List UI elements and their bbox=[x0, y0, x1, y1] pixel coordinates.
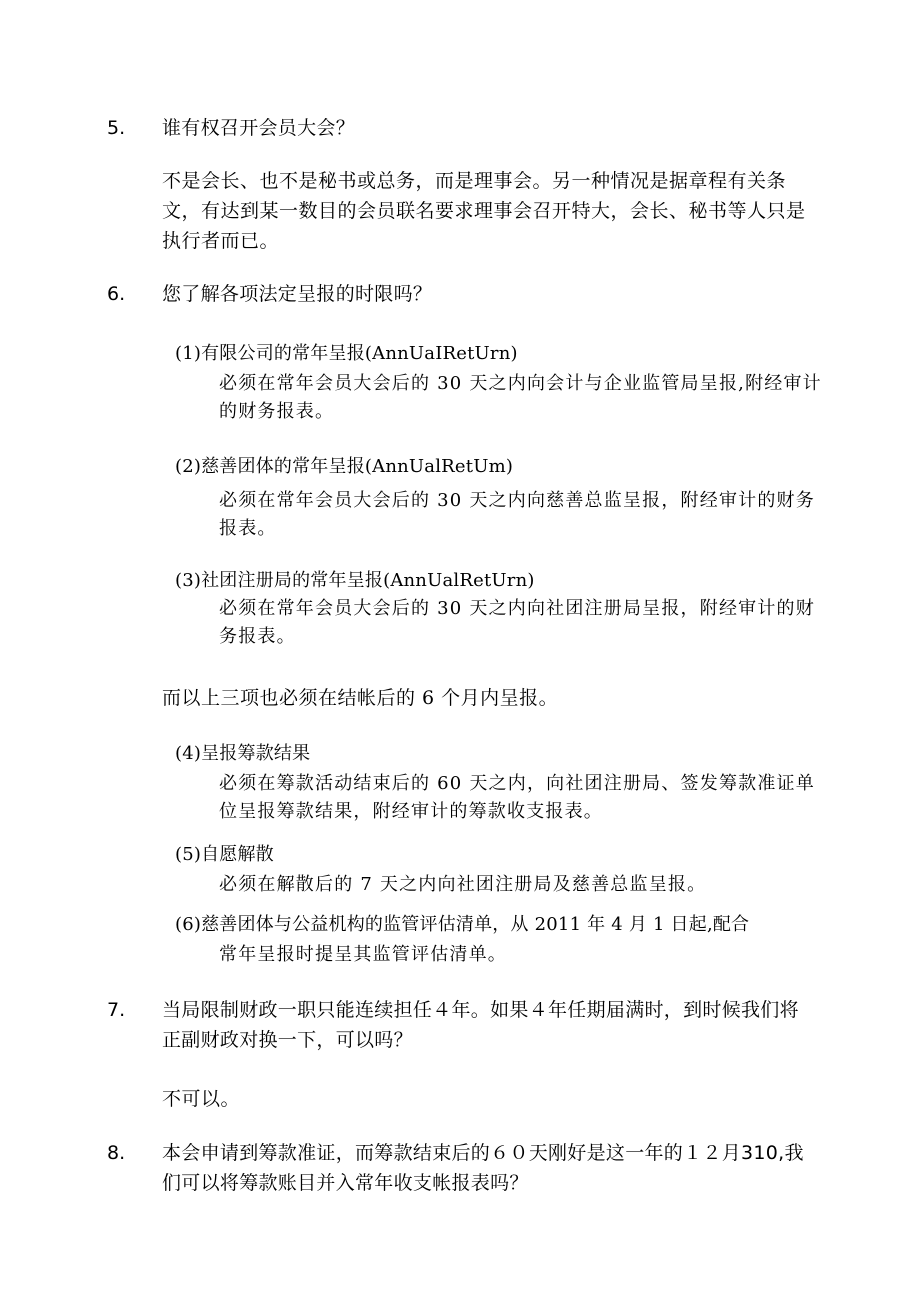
item-body: 常年呈报时提呈其监管评估清单。 bbox=[219, 944, 507, 965]
answer-7: 不可以。 bbox=[162, 1088, 241, 1110]
filing-item-3 bbox=[175, 567, 825, 651]
question-8 bbox=[107, 1138, 807, 1198]
question-text: 本会申请到筹款准证，而筹款结束后的６０天刚好是这一年的１２月310,我们可以将筹款账目并入常年收支帐报表吗？ bbox=[162, 1142, 804, 1194]
filing-item-4 bbox=[175, 740, 825, 826]
item-title: (4)呈报筹款结果 bbox=[175, 743, 311, 764]
question-text: 谁有权召开会员大会？ bbox=[162, 117, 356, 139]
item-body: 必须在常年会员大会后的 30 天之内向慈善总监呈报，附经审计的财务报表。 bbox=[219, 490, 815, 539]
item-body: 必须在常年会员大会后的 30 天之内向社团注册局呈报，附经审计的财务报表。 bbox=[219, 598, 815, 647]
answer-6-note: 而以上三项也必须在结帐后的 6 个月内呈报。 bbox=[162, 687, 559, 709]
question-text: 您了解各项法定呈报的时限吗？ bbox=[162, 283, 433, 305]
filing-item-5 bbox=[175, 841, 825, 899]
question-5 bbox=[107, 113, 807, 143]
question-number: 8. bbox=[107, 1142, 126, 1164]
question-7 bbox=[107, 995, 807, 1055]
filing-item-1 bbox=[175, 340, 825, 426]
item-title: (6)慈善团体与公益机构的监管评估清单，从 2011 年 4 月 1 日起,配合 bbox=[175, 914, 750, 935]
item-title: (1)有限公司的常年呈报(AnnUaIRetUrn) bbox=[175, 343, 518, 364]
question-6 bbox=[107, 279, 807, 309]
item-body: 必须在解散后的 7 天之内向社团注册局及慈善总监呈报。 bbox=[219, 874, 707, 895]
filing-item-2 bbox=[175, 453, 825, 543]
item-body: 必须在筹款活动结束后的 60 天之内，向社团注册局、签发筹款准证单位呈报筹款结果，附经审计的筹款收支报表。 bbox=[219, 773, 815, 822]
item-title: (3)社团注册局的常年呈报(AnnUalRetUrn) bbox=[175, 570, 535, 591]
item-title: (2)慈善团体的常年呈报(AnnUalRetUm) bbox=[175, 456, 514, 477]
filing-item-6 bbox=[175, 911, 825, 969]
question-number: 6. bbox=[107, 283, 126, 305]
item-title: (5)自愿解散 bbox=[175, 844, 274, 865]
answer-5: 不是会长、也不是秘书或总务，而是理事会。另一种情况是据章程有关条文，有达到某一数目的会员联名要求理事会召开特大，会长、秘书等人只是执行者而已。 bbox=[162, 170, 806, 252]
question-text: 当局限制财政一职只能连续担任４年。如果４年任期届满时，到时候我们将正副财政对换一下，可以吗？ bbox=[162, 999, 799, 1051]
item-body: 必须在常年会员大会后的 30 天之内向会计与企业监管局呈报,附经审计的财务报表。 bbox=[219, 373, 822, 422]
question-number: 7. bbox=[107, 999, 126, 1021]
question-number: 5. bbox=[107, 117, 126, 139]
